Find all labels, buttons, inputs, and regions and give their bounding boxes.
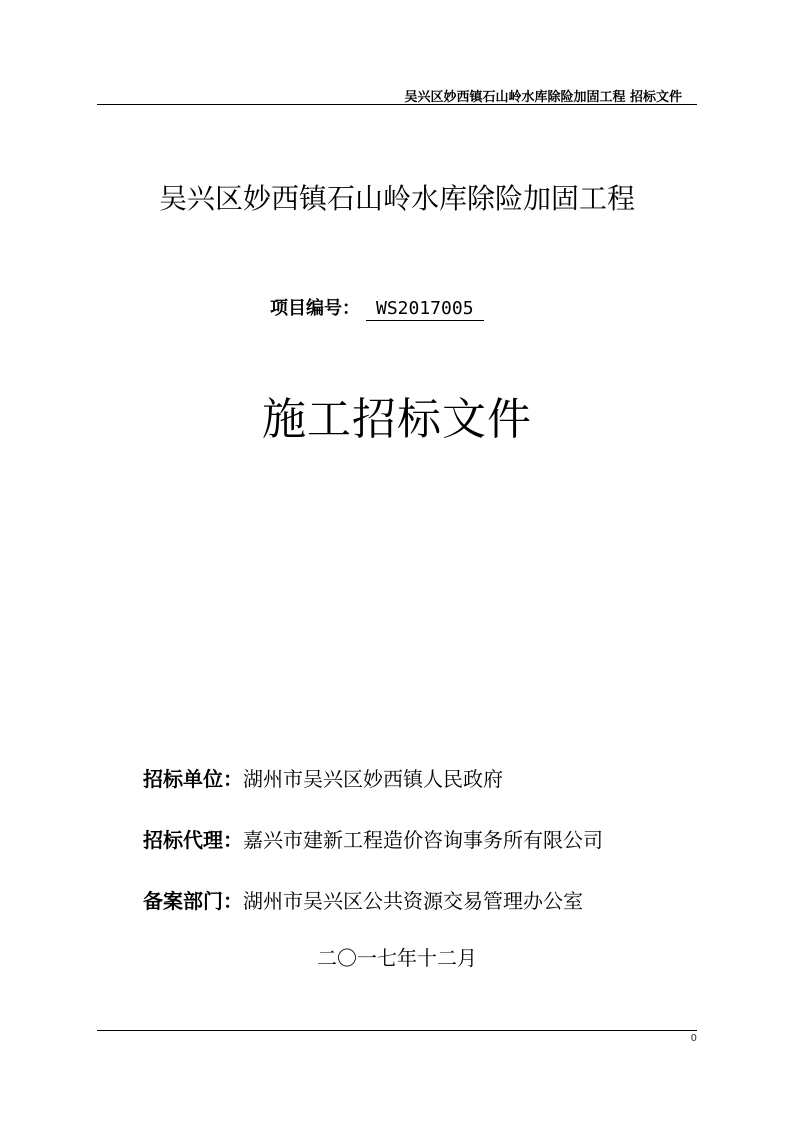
project-number bbox=[270, 294, 484, 321]
tenderer-label: 招标单位： bbox=[143, 767, 243, 791]
project-name: 吴兴区妙西镇石山岭水库除险加固工程 bbox=[158, 182, 635, 215]
issue-date: 二〇一七年十二月 bbox=[317, 946, 477, 970]
agent-label: 招标代理： bbox=[143, 828, 243, 852]
filing-department-row bbox=[143, 885, 583, 914]
agent-row bbox=[143, 824, 603, 853]
filing-department-value: 湖州市吴兴区公共资源交易管理办公室 bbox=[243, 889, 583, 913]
project-number-label: 项目编号： bbox=[270, 298, 360, 319]
tenderer-row bbox=[143, 763, 503, 792]
header-title: 吴兴区妙西镇石山岭水库除险加固工程 招标文件 bbox=[404, 90, 682, 105]
document-title: 施工招标文件 bbox=[262, 394, 532, 445]
project-number-value: WS2017005 bbox=[366, 298, 484, 321]
filing-department-label: 备案部门： bbox=[143, 889, 243, 913]
footer-divider bbox=[97, 1030, 697, 1031]
page-number: 0 bbox=[690, 1033, 697, 1044]
header-divider bbox=[97, 104, 697, 105]
agent-value: 嘉兴市建新工程造价咨询事务所有限公司 bbox=[243, 828, 603, 852]
tenderer-value: 湖州市吴兴区妙西镇人民政府 bbox=[243, 767, 503, 791]
